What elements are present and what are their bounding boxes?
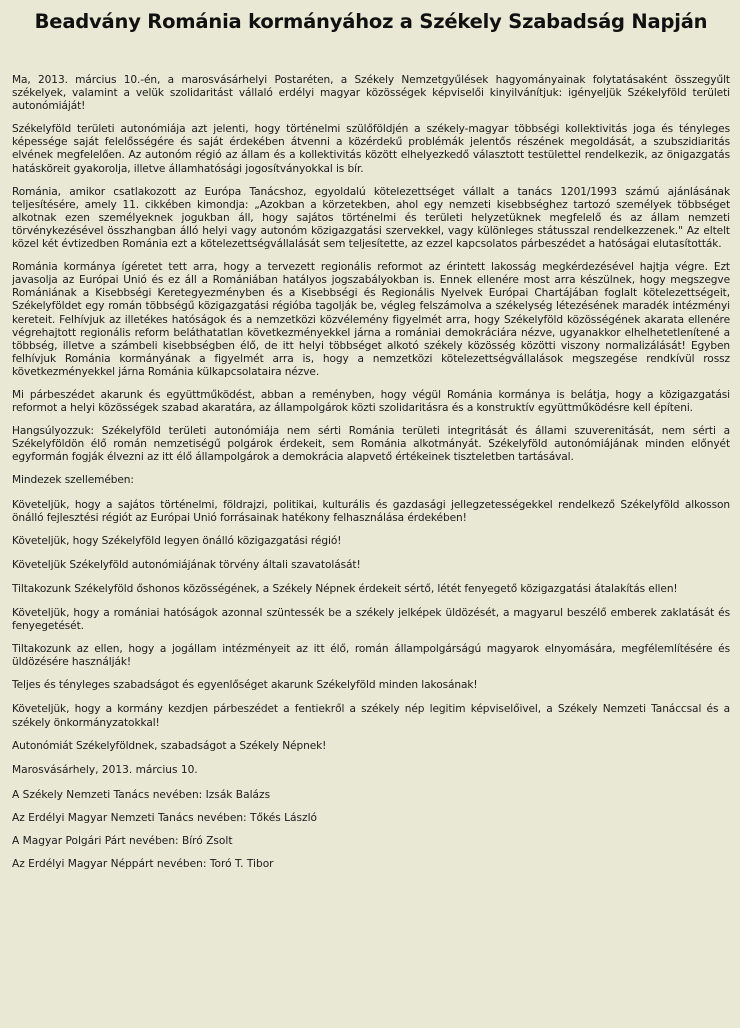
signature-line: Az Erdélyi Magyar Néppárt nevében: Toró T. Tibor — [12, 857, 274, 870]
paragraph-intro: Ma, 2013. március 10.-én, a marosvásárhelyi Postaréten, a Székely Nemzetgyűlések hagyományainak folytatásaként összegyűlt székelyek, valamint a velük szolidaritást vállaló erdélyi magyar közösségek képviselői kinyilvánítjuk: igényeljük Székelyföld területi autonómiáját! — [12, 74, 730, 113]
demand-development-region: Követeljük, hogy a sajátos történelmi, földrajzi, politikai, kulturális és gazdasági jellegzetességekkel rendelkező Székelyföld alkosson önálló fejlesztési régiót az Európai Unió forrásainak hatékony felhasználása érdekében! — [12, 498, 730, 524]
paragraph-emphasis: Hangsúlyozzuk: Székelyföld területi autonómiája nem sérti Románia területi integritását és állami szuverenitását, nem sérti a Székelyföldön élő román nemzetiségű polgárok érdekeit, sem Románia alkotmányát. Székelyföld autonómiájának minden előnyét egyformán fogják élvezni az itt élő állampolgárok a demokrácia alapvető értékeinek tiszteletben tartásával. — [12, 425, 730, 464]
signature-line: A Székely Nemzeti Tanács nevében: Izsák Balázs — [12, 788, 271, 801]
demand-administrative-region: Követeljük, hogy Székelyföld legyen önálló közigazgatási régió! — [12, 534, 342, 547]
demand-law-guarantee: Követeljük Székelyföld autonómiájának törvény általi szavatolását! — [12, 558, 361, 571]
demand-stop-persecution: Követeljük, hogy a romániai hatóságok azonnal szüntessék be a székely jelképek üldözését, a magyarul beszélő emberek zaklatását és fenyegetését. — [12, 607, 730, 633]
closing-slogan: Autonómiát Székelyföldnek, szabadságot a Székely Népnek! — [12, 739, 327, 752]
protest-abuse-of-institutions: Tiltakozunk az ellen, hogy a jogállam intézményeit az itt élő, román állampolgárságú magyarok elnyomására, megfélemlítésére és üldözésére használják! — [12, 643, 730, 669]
signature-block — [12, 764, 730, 871]
demand-freedom-equality: Teljes és tényleges szabadságot és egyenlőséget akarunk Székelyföld minden lakosának! — [12, 679, 478, 692]
document-body — [12, 74, 730, 753]
protest-administrative-change: Tiltakozunk Székelyföld őshonos közösségének, a Székely Népnek érdekeit sértő, létét fenyegető közigazgatási átalakítás ellen! — [12, 582, 678, 595]
paragraph-in-this-spirit: Mindezek szellemében: — [12, 474, 134, 487]
signature-line: A Magyar Polgári Párt nevében: Bíró Zsolt — [12, 834, 233, 847]
paragraph-autonomy-definition: Székelyföld területi autonómiája azt jelenti, hogy történelmi szülőföldjén a székely-magyar többségi kollektivitás joga és tényleges képessége saját felelősségére és saját érdekében átvenni a közérdekű problémák jelentős részének megoldását, a szubszidiaritás elvének megfelelően. Az autonóm régió az állam és a kollektivitás között elhelyezkedő választott testülettel rendelkezik, az önigazgatás hatásköreit gyakorolja, illetve államhatósági jogosítványokkal is bír. — [12, 123, 730, 175]
demand-dialogue: Követeljük, hogy a kormány kezdjen párbeszédet a fentiekről a székely nép legitim képviselőivel, a Székely Nemzeti Tanáccsal és a székely önkormányzatokkal! — [12, 703, 730, 729]
page-title: Beadvány Románia kormányához a Székely Szabadság Napján — [34, 10, 708, 33]
place-date: Marosvásárhely, 2013. március 10. — [12, 763, 198, 776]
paragraph-council-of-europe: Románia, amikor csatlakozott az Európa Tanácshoz, egyoldalú kötelezettséget vállalt a tanács 1201/1993 számú ajánlásának teljesítésére, amely 11. cikkében kimondja: „Azokban a körzetekben, ahol egy nemzeti kisebbséghez tartozó személyek többséget alkotnak ezen személyeknek jogukban áll, hogy sajátos történelmi és területi helyzetüknek megfelelő és az állam nemzeti törvénykezésével összhangban álló helyi vagy autonóm közigazgatási szervekkel, vagy különleges státusszal rendelkezzenek." Az eltelt közel két évtizedben Románia ezt a kötelezettségvállalását sem teljesítette, az ezzel kapcsolatos párbeszédet a hatóságai elutasították. — [12, 185, 730, 251]
paragraph-regional-reform: Románia kormánya ígéretet tett arra, hogy a tervezett regionális reformot az érintett lakosság megkérdezésével hajtja végre. Ezt javasolja az Európai Unió és ez áll a Romániában hatályos jogszabályokban is. Ennek ellenére most arra készülnek, hogy megszegve Romániának a Kisebbségi Keretegyezményben és a Kisebbségi és Regionális Nyelvek Európai Chartájában foglalt kötelezettségeit, Székelyföldet egy román többségű közigazgatási régióba tagolják be, végleg felszámolva a székelység létezésének maradék intézményi kereteit. Felhívjuk az illetékes hatóságok és a nemzetközi közvélemény figyelmét arra, hogy Székelyföld közösségének akarata ellenére végrehajtott regionális reform beláthatatlan következményekkel járna a romániai demokráciára nézve, ugyanakkor elhelhetetlenítené a többség, illetve a számbeli kisebbségben élő, de itt helyi többséget alkotó székely közösség közötti viszony normalizálását! Egyben felhívjuk Románia kormányának a figyelmét arra is, hogy a nemzetközi kötelezettségvállalások megszegése rendkívül rossz következményekkel járna Románia külkapcsolataira nézve. — [12, 261, 730, 378]
paragraph-dialogue: Mi párbeszédet akarunk és együttműködést, abban a reményben, hogy végül Románia kormánya is belátja, hogy a közigazgatási reformot a helyi közösségek szabad akaratára, az állampolgárok közti szolidaritásra és a konstruktív együttműködésre kell építeni. — [12, 388, 730, 415]
signature-line: Az Erdélyi Magyar Nemzeti Tanács nevében: Tőkés László — [12, 811, 317, 824]
